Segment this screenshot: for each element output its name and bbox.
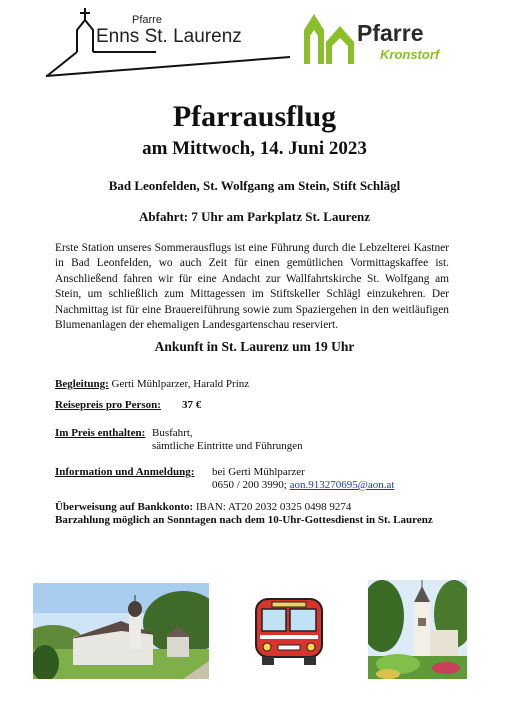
cash-note: Barzahlung möglich an Sonntagen nach dem 10-Uhr-Gottesdienst in St. Laurenz bbox=[55, 514, 433, 526]
price-label: Reisepreis pro Person: bbox=[55, 399, 161, 411]
included-label: Im Preis enthalten: bbox=[55, 427, 146, 439]
logo-pfarre-kronstorf bbox=[302, 10, 462, 68]
transfer-label: Überweisung auf Bankkonto: bbox=[55, 501, 194, 513]
description-paragraph: Erste Station unseres Sommerausflugs ist eine Führung durch die Lebzelterei Kastner in Bad Leonfelden, wo auch Zeit für einen gemütlichen Vormittagskaffee ist. Anschließend fahren wir für eine Andacht zur Wallfahrtskirche St. Wolfgang am Stein, um schließlich zum Mittagessen im Stiftskeller Schlägl einzukehren. Der Nachmittag ist für eine Brauereiführung sowie zum Spaziergehen in den weitläufigen Blumenanlagen der ehemaligen Landesgartenschau reserviert. bbox=[55, 242, 449, 332]
info-phone: 0650 / 200 3990; bbox=[212, 479, 287, 491]
info-contact-row bbox=[212, 478, 394, 492]
departure-info: Abfahrt: 7 Uhr am Parkplatz St. Laurenz bbox=[139, 209, 370, 224]
escort-value: Gerti Mühlparzer, Harald Prinz bbox=[111, 378, 250, 390]
page-title: Pfarrausflug bbox=[172, 100, 337, 133]
info-label-row bbox=[55, 465, 194, 479]
transfer-row bbox=[55, 500, 351, 514]
church-tower-photo bbox=[368, 580, 467, 679]
transfer-value: IBAN: AT20 2032 0325 0498 9274 bbox=[195, 501, 352, 513]
escort-row bbox=[55, 377, 249, 391]
arrival-info: Ankunft in St. Laurenz um 19 Uhr bbox=[154, 339, 355, 354]
price-value: 37 € bbox=[182, 399, 202, 411]
kronstorf-church-icon bbox=[302, 12, 358, 66]
included-line-1: Busfahrt, bbox=[152, 427, 193, 439]
logo-left-small-text: Pfarre bbox=[132, 14, 162, 26]
page-subtitle: am Mittwoch, 14. Juni 2023 bbox=[142, 138, 367, 159]
logo-right-word: Pfarre bbox=[357, 20, 424, 46]
included-line-2: sämtliche Eintritte und Führungen bbox=[152, 440, 303, 452]
escort-label: Begleitung: bbox=[55, 378, 109, 390]
logo-right-place: Kronstorf bbox=[380, 47, 440, 62]
logo-pfarre-enns-st-laurenz bbox=[44, 6, 294, 82]
included-label-row bbox=[55, 426, 145, 440]
email-link[interactable]: aon.913270695@aon.at bbox=[289, 479, 395, 491]
bus-icon bbox=[250, 591, 328, 669]
price-label-row bbox=[55, 398, 161, 412]
info-label: Information und Anmeldung: bbox=[55, 466, 195, 478]
info-line-1: bei Gerti Mühlparzer bbox=[212, 466, 305, 478]
logo-left-big-text: Enns St. Laurenz bbox=[96, 26, 242, 47]
destinations: Bad Leonfelden, St. Wolfgang am Stein, Stift Schlägl bbox=[108, 178, 401, 193]
church-landscape-photo bbox=[33, 583, 209, 679]
